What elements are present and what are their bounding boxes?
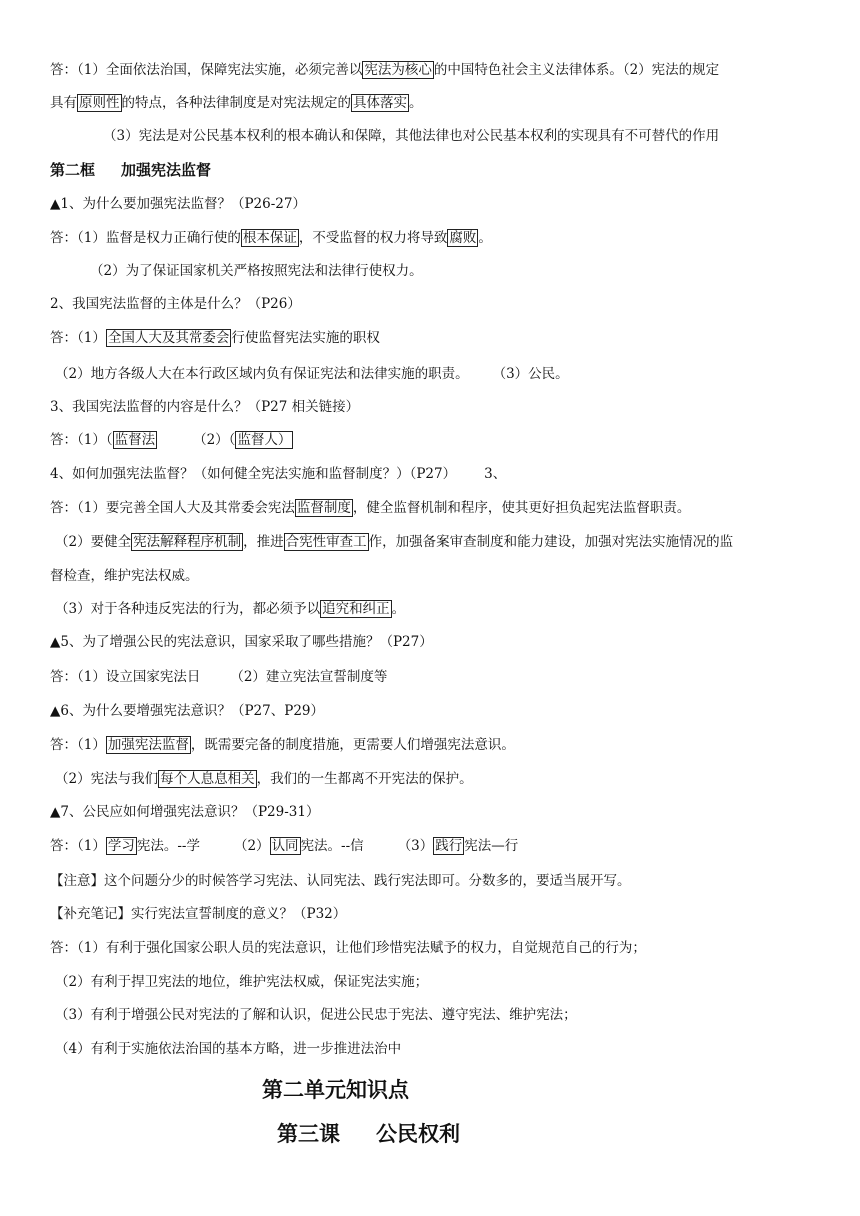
answer-line: （2）为了保证国家机关严格按照宪法和法律行使权力。: [90, 263, 423, 279]
text: 4、如何加强宪法监督？（如何健全宪法实施和监督制度？）（P27）: [50, 466, 457, 482]
boxed-keyword: 加强宪法监督: [107, 737, 189, 753]
boxed-keyword: 宪法解释程序机制: [133, 534, 242, 550]
text: （2）地方各级人大在本行政区域内负有保证宪法和法律实施的职责。: [55, 366, 469, 382]
question: ▲1、为什么要加强宪法监督？（P26-27）: [50, 196, 306, 212]
text: 的特点，各种法律制度是对宪法规定的: [121, 95, 351, 111]
lesson-title: [277, 1120, 460, 1148]
boxed-keyword: 宪法为核心: [364, 62, 432, 78]
boxed-keyword: 监督法: [114, 432, 156, 448]
answer-line: （3）宪法是对公民基本权利的根本确认和保障，其他法律也对公民基本权利的实现具有不可替代的作用: [103, 128, 720, 144]
section-heading: [50, 160, 820, 180]
text: 行使监督宪法实施的职权: [231, 330, 380, 346]
question: ▲5、为了增强公民的宪法意识，国家采取了哪些措施？（P27）: [50, 634, 433, 650]
unit-title: 第二单元知识点: [262, 1078, 409, 1102]
answer-line: （3）有利于增强公民对宪法的了解和认识，促进公民忠于宪法、遵守宪法、维护宪法；: [55, 1007, 577, 1023]
text: （3）: [397, 838, 434, 854]
text: 答：（1）全面依法治国，保障宪法实施，必须完善以: [50, 62, 363, 78]
answer-line: （2）有利于捍卫宪法的地位，维护宪法权威，保证宪法实施；: [55, 974, 429, 990]
text: 。: [409, 95, 423, 111]
section-label: 第二框: [50, 161, 96, 179]
boxed-keyword: 监督人）: [237, 432, 292, 448]
section-title: 加强宪法监督: [121, 161, 212, 179]
text: ，健全监督机制和程序，使其更好担负起宪法监督职责。: [352, 500, 691, 516]
boxed-keyword: 合宪性审查工: [285, 534, 367, 550]
boxed-keyword: 每个人息息相关: [160, 771, 255, 787]
answer-line: [55, 364, 820, 384]
text: 3、: [484, 466, 507, 482]
lesson-name: 公民权利: [376, 1122, 460, 1146]
text: 答：（1）: [50, 737, 106, 753]
answer-line: [50, 228, 820, 248]
text: 答：（1）要完善全国人大及其常委会宪法: [50, 500, 295, 516]
answer-line: [50, 836, 820, 856]
question: ▲6、为什么要增强宪法意识？（P27、P29）: [50, 703, 324, 719]
text: （3）对于各种违反宪法的行为，都必须予以: [55, 601, 321, 617]
boxed-keyword: 根本保证: [242, 230, 297, 246]
boxed-keyword: 腐败: [449, 230, 477, 246]
text: 。: [391, 601, 406, 617]
question: 2、我国宪法监督的主体是什么？（P26）: [50, 296, 301, 312]
text: ，既需要完备的制度措施，更需要人们增强宪法意识。: [190, 737, 515, 753]
text: （2）建立宪法宣誓制度等: [230, 669, 388, 685]
text: （2）要健全: [55, 534, 132, 550]
note: 【注意】这个问题分少的时候答学习宪法、认同宪法、践行宪法即可。分数多的，要适当展开写。: [50, 873, 631, 889]
answer-line: [50, 498, 820, 518]
text: （2）宪法与我们: [55, 771, 159, 787]
text: 作，加强备案审查制度和能力建设，加强对宪法实施情况的监: [368, 534, 734, 550]
answer-line: [50, 60, 820, 80]
answer-line: [55, 532, 820, 552]
boxed-keyword: 践行: [435, 838, 463, 854]
text: （2）: [233, 838, 270, 854]
text: ，推进: [243, 534, 284, 550]
text: 。: [478, 230, 492, 246]
supplement-question: 【补充笔记】实行宪法宣誓制度的意义？（P32）: [50, 906, 347, 922]
answer-line: [50, 328, 820, 348]
boxed-keyword: 追究和纠正: [322, 601, 390, 617]
boxed-keyword: 学习: [107, 838, 135, 854]
boxed-keyword: 监督制度: [296, 500, 351, 516]
answer-line: [55, 599, 820, 619]
answer-line: [50, 93, 820, 113]
text: 宪法。--学: [136, 838, 200, 854]
text: 答：（1）: [50, 330, 106, 346]
answer-line: 督检查，维护宪法权威。: [50, 568, 199, 584]
text: 答：（1）监督是权力正确行使的: [50, 230, 241, 246]
answer-line: [50, 735, 820, 755]
text: 宪法。--信: [300, 838, 364, 854]
text: ，不受监督的权力将导致: [298, 230, 448, 246]
text: 答：（1）设立国家宪法日: [50, 669, 201, 685]
question: ▲7、公民应如何增强宪法意识？（P29-31）: [50, 804, 320, 820]
answer-line: （4）有利于实施依法治国的基本方略，进一步推进法治中: [55, 1041, 402, 1057]
lesson-label: 第三课: [277, 1122, 340, 1146]
text: 答：（1）: [50, 838, 106, 854]
text: 具有: [50, 95, 77, 111]
text: 的中国特色社会主义法律体系。（2）宪法的规定: [433, 62, 720, 78]
boxed-keyword: 认同: [271, 838, 299, 854]
question: [50, 464, 820, 484]
boxed-keyword: 全国人大及其常委会: [107, 330, 230, 346]
question: 3、我国宪法监督的内容是什么？（P27 相关链接）: [50, 399, 360, 415]
text: （3）公民。: [492, 366, 569, 382]
text: 答：（1）（: [50, 432, 113, 448]
boxed-keyword: 原则性: [79, 95, 120, 111]
boxed-keyword: 具体落实: [353, 95, 407, 111]
answer-line: 答：（1）有利于强化国家公职人员的宪法意识，让他们珍惜宪法赋予的权力，自觉规范自己的行为；: [50, 940, 646, 956]
text: ，我们的一生都离不开宪法的保护。: [256, 771, 473, 787]
text: （2）（: [193, 432, 236, 448]
answer-line: [50, 667, 820, 687]
answer-line: [55, 769, 820, 789]
text: 宪法—行: [464, 838, 519, 854]
answer-line: [50, 430, 820, 450]
